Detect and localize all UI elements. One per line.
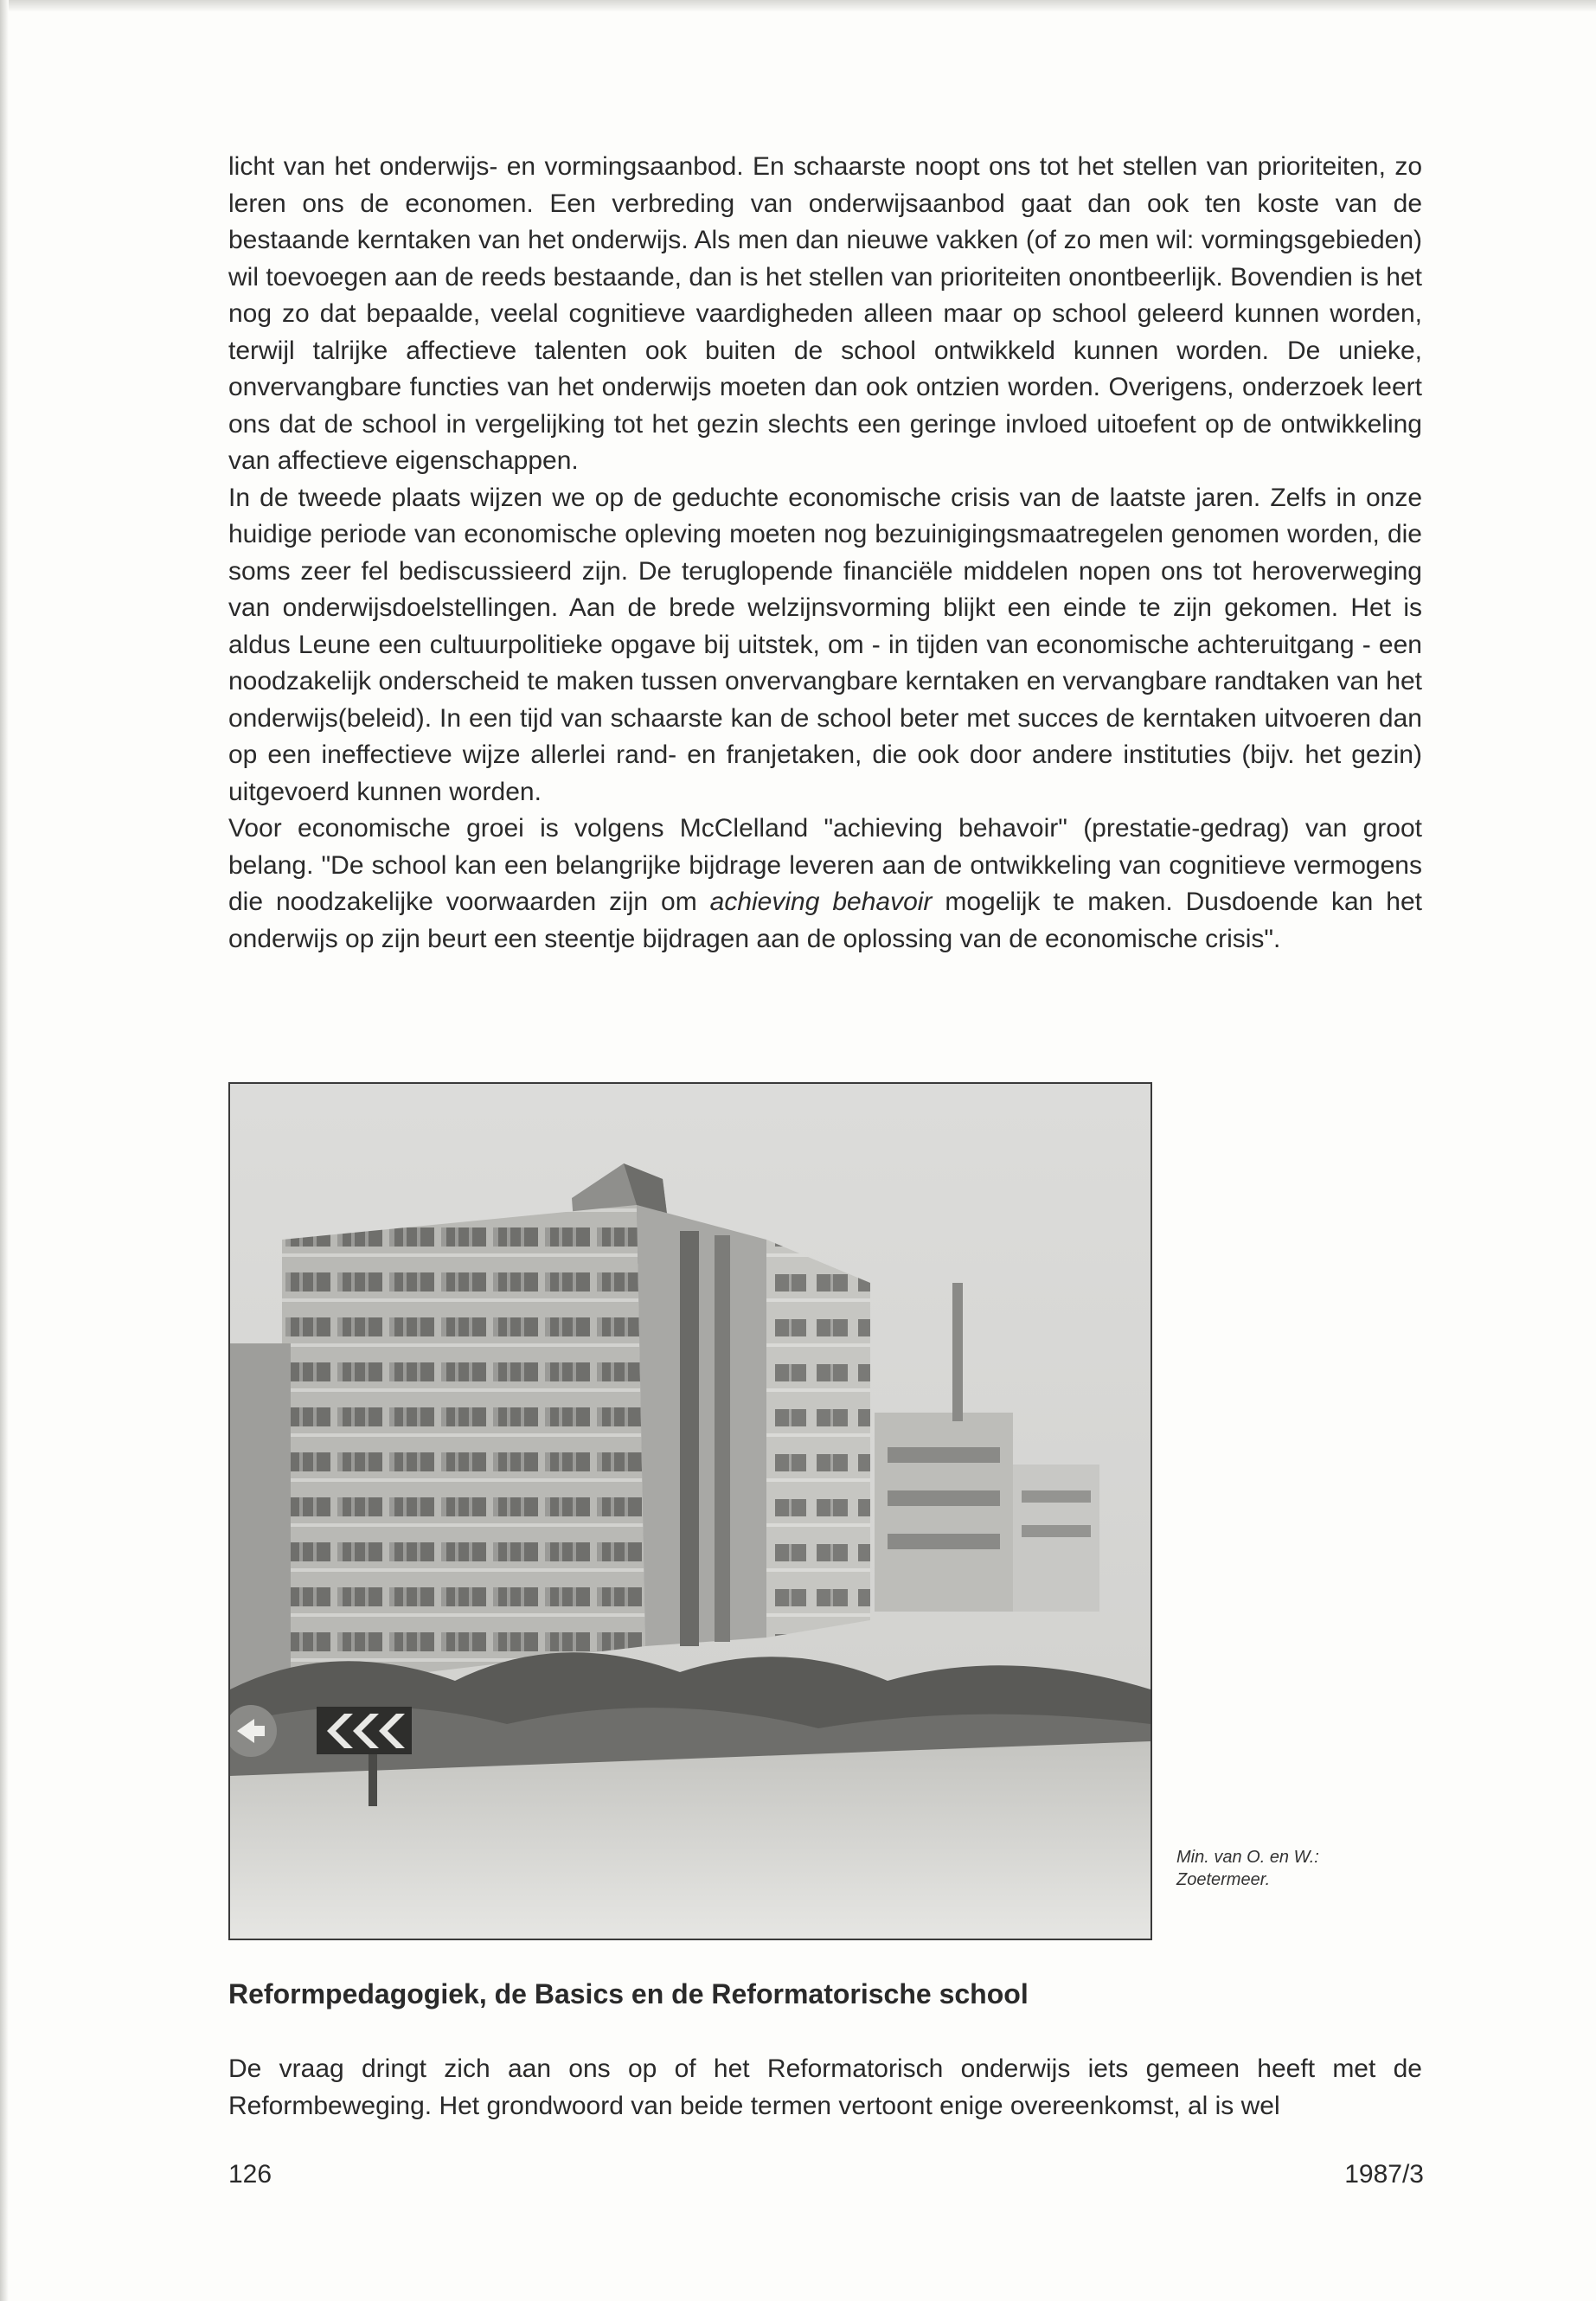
paragraph-3-emphasis: achieving behavoir bbox=[709, 888, 933, 916]
building-photo-illustration bbox=[230, 1084, 1151, 1939]
photo-caption-line-2: Zoetermeer. bbox=[1176, 1870, 1271, 1889]
page-number: 126 bbox=[228, 2160, 272, 2189]
paragraph-3-after: mogelijk te maken. Dusdoende kan het onderwijs op zijn beurt een steentje bijdragen aan de oplossing van de economische crisis". bbox=[228, 888, 1423, 953]
photo-caption bbox=[1176, 1846, 1410, 1891]
scan-edge-left bbox=[0, 0, 9, 2301]
photo-caption-line-1: Min. van O. en W.: bbox=[1176, 1848, 1319, 1867]
paragraph-2: In de tweede plaats wijzen we op de geduchte economische crisis van de laatste jaren. Zelfs in onze huidige periode van economische opleving moeten nog bezuinigingsmaatregelen genomen worden, die soms zeer fel bediscussieerd zijn. De teruglopende financiële middelen nopen ons tot heroverweging van onderwijsdoelstellingen. Aan de brede welzijnsvorming blijkt een einde te zijn gekomen. Het is aldus Leune een cultuurpolitieke opgave bij uitstek, om - in tijden van economische achteruitgang - een noodzakelijk onderscheid te maken tussen onvervangbare kerntaken en vervangbare randtaken van het onderwijs(beleid). In een tijd van schaarste kan de school beter met succes de kerntaken uitvoeren dan op een ineffectieve wijze allerlei rand- en franjetaken, die ook door andere instituties (bijv. het gezin) uitgevoerd kunnen worden. bbox=[228, 483, 1422, 806]
building-photo bbox=[228, 1082, 1152, 1940]
paragraph-3-before: Voor economische groei is volgens McClelland "achieving behavoir" (prestatie-gedrag) van groot belang. "De school kan een belangrijke bijdrage leveren aan de ontwikkeling van cognitieve vermogens die noodzakelijke voorwaarden zijn om bbox=[228, 814, 1422, 916]
scan-edge-top bbox=[0, 0, 1596, 12]
issue-number: 1987/3 bbox=[1344, 2160, 1424, 2189]
section-paragraph: De vraag dringt zich aan ons op of het Reformatorisch onderwijs iets gemeen heeft met de Reformbeweging. Het grondwoord van beide termen vertoont enige overeenkomst, al is wel bbox=[228, 2054, 1422, 2120]
section-heading: Reformpedagogiek, de Basics en de Reformatorische school bbox=[228, 1978, 1029, 2009]
body-text bbox=[228, 149, 1422, 958]
section-text bbox=[228, 2051, 1422, 2125]
paragraph-1: licht van het onderwijs- en vormingsaanbod. En schaarste noopt ons tot het stellen van prioriteiten, zo leren ons de economen. Een verbreding van onderwijsaanbod gaat dan ook ten koste van de bestaande kerntaken van het onderwijs. Als men dan nieuwe vakken (of zo men wil: vormingsgebieden) wil toevoegen aan de reeds bestaande, dan is het stellen van prioriteiten onontbeerlijk. Bovendien is het nog zo dat bepaalde, veelal cognitieve vaardigheden alleen maar op school geleerd kunnen worden, terwijl talrijke affectieve talenten ook buiten de school ontwikkeld kunnen worden. De unieke, onvervangbare functies van het onderwijs moeten dan ook ontzien worden. Overigens, onderzoek leert ons dat de school in vergelijking tot het gezin slechts een geringe invloed uitoefent op de ontwikkeling van affectieve eigenschappen. bbox=[228, 152, 1422, 475]
paragraph-3 bbox=[228, 811, 1422, 958]
